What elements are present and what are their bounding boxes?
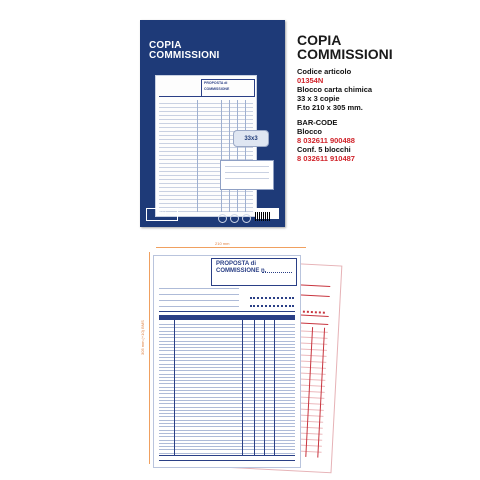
cover-table-column xyxy=(221,100,222,212)
cover-form-title-line1: PROPOSTA di xyxy=(204,81,228,85)
form-title-line2: COMMISSIONE n. xyxy=(216,268,267,274)
form-table-bottom xyxy=(159,455,295,456)
form-number-field xyxy=(262,272,292,273)
form-field-line xyxy=(159,306,239,307)
code-value: 01354N xyxy=(297,76,324,85)
barcode-label: BAR-CODE xyxy=(297,118,338,127)
cover-title-line1: COPIA xyxy=(149,40,182,51)
cover-table-column xyxy=(237,100,238,212)
form-table-column xyxy=(242,315,243,455)
desc-line2: 33 x 3 copie xyxy=(297,94,340,103)
form-field-line xyxy=(159,294,239,295)
cover-table-column xyxy=(197,100,198,212)
cover-form-title-box xyxy=(201,79,255,97)
cover-form-header xyxy=(159,79,253,97)
cover-footer xyxy=(146,208,279,222)
form-divider xyxy=(159,311,295,312)
desc-line3: F.to 210 x 305 mm. xyxy=(297,103,363,112)
form-table-column xyxy=(174,315,175,455)
cover-title-line2: COMMISSIONI xyxy=(149,50,220,61)
product-title xyxy=(297,33,477,61)
height-dimension-label: 305 mm (+10) BMS xyxy=(140,320,145,355)
desc-line1: Blocco carta chimica xyxy=(297,85,373,94)
pack-value: 8 032611 910487 xyxy=(297,154,355,163)
form-field-line xyxy=(159,288,239,289)
height-dimension-line xyxy=(149,252,150,464)
width-dimension-line xyxy=(156,247,306,248)
copies-badge: 33x3 xyxy=(233,130,269,147)
form-table-column xyxy=(254,315,255,455)
cover-table-column xyxy=(229,100,230,212)
form-dotted-field xyxy=(250,300,294,307)
certification-icons xyxy=(218,210,254,228)
form-title xyxy=(216,261,266,275)
form-table-column xyxy=(264,315,265,455)
brand-logo: DU xyxy=(146,208,178,221)
cover-form-table xyxy=(159,100,253,212)
cover-card-preview xyxy=(220,160,274,190)
form-table-column xyxy=(274,315,275,455)
form-title-line1: PROPOSTA di xyxy=(216,261,257,267)
pack-label: Conf. 5 blocchi xyxy=(297,145,351,154)
barcode-icon xyxy=(255,208,279,219)
product-title-line2: COMMISSIONI xyxy=(297,46,393,62)
cover-title xyxy=(149,41,220,61)
product-info xyxy=(297,33,477,163)
cover-table-column xyxy=(245,100,246,212)
width-dimension-label: 210 mm xyxy=(215,241,230,246)
form-title-box xyxy=(211,258,297,286)
product-title-line1: COPIA xyxy=(297,32,342,48)
code-label: Codice articolo xyxy=(297,67,352,76)
form-original-sheet xyxy=(153,255,301,468)
barcode-unit-value: 8 032611 900488 xyxy=(297,136,355,145)
form-field-line xyxy=(159,300,239,301)
barcode-unit-label: Blocco xyxy=(297,127,323,136)
form-footer-line xyxy=(159,460,295,461)
form-dotted-field xyxy=(250,292,294,299)
pad-cover xyxy=(140,20,285,227)
cover-form-title-line2: COMMISSIONE xyxy=(204,87,230,91)
copy-dotted-field xyxy=(299,304,325,313)
